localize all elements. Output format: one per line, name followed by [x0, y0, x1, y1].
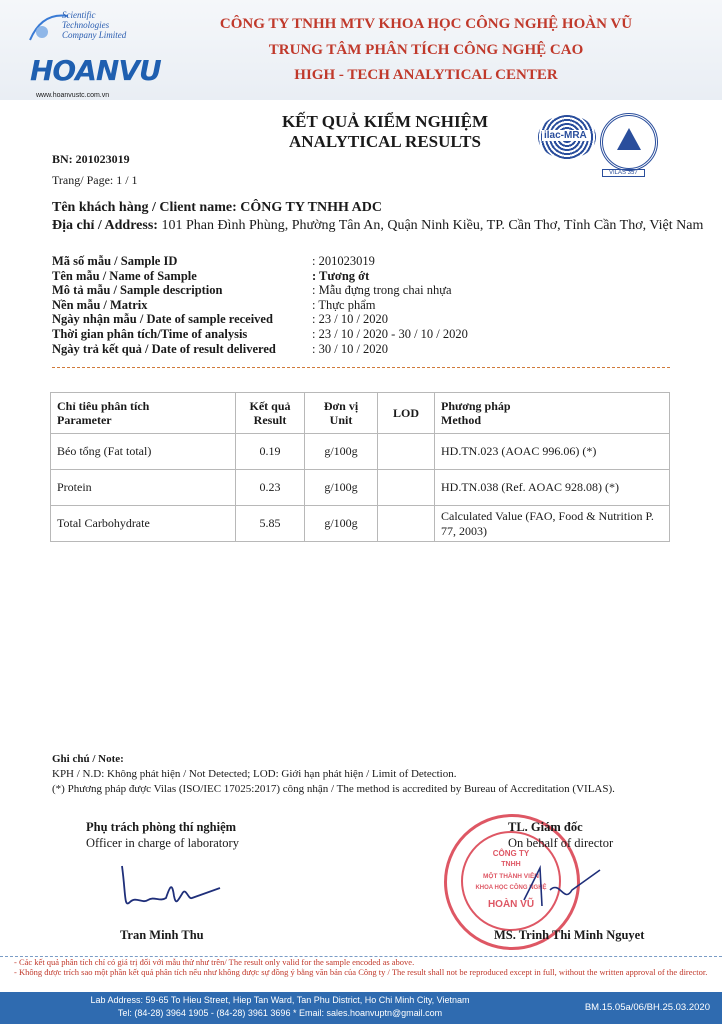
sample-label: Tên mẫu / Name of Sample: [52, 268, 197, 283]
sample-row: [52, 269, 468, 284]
cell-unit: g/100g: [305, 506, 378, 542]
cell-method: HD.TN.038 (Ref. AOAC 928.08) (*): [435, 470, 670, 506]
sample-label: Ngày trả kết quả / Date of result delivered: [52, 341, 276, 356]
cell-parameter: Béo tổng (Fat total): [51, 434, 236, 470]
signer-subtitle: Officer in charge of laboratory: [86, 836, 239, 850]
signer-name-left: Tran Minh Thu: [120, 928, 204, 942]
company-logo: [22, 10, 161, 99]
cell-lod: [378, 506, 435, 542]
signature-left-icon: [116, 856, 226, 916]
signer-title: Phụ trách phòng thí nghiệm: [86, 820, 237, 834]
table-row: [51, 434, 670, 470]
table-row: [51, 470, 670, 506]
ilac-mra-icon: [538, 115, 596, 159]
sample-info: [52, 254, 468, 356]
signature-right-icon: [520, 860, 610, 920]
footer-bar: [0, 992, 722, 1024]
client-name: [52, 200, 382, 216]
cell-parameter: Total Carbohydrate: [51, 506, 236, 542]
logo-website: www.hoanvustc.com.vn: [36, 92, 110, 99]
sample-label: Thời gian phân tích/Time of analysis: [52, 326, 248, 341]
seal-line: KHOA HỌC CÔNG NGHỆ: [475, 885, 547, 891]
cell-unit: g/100g: [305, 434, 378, 470]
cell-result: 0.19: [236, 434, 305, 470]
cell-parameter: Protein: [51, 470, 236, 506]
sample-label: Ngày nhận mẫu / Date of sample received: [52, 312, 273, 327]
notes-title: Ghi chú / Note:: [52, 753, 124, 765]
batch-number: BN: 201023019: [52, 152, 130, 166]
footer-notes: [14, 957, 714, 977]
seal-line: TNHH: [501, 861, 521, 868]
section-divider: [52, 367, 670, 368]
note-line: KPH / N.D: Không phát hiện / Not Detected; LOD: Giới hạn phát hiện / Limit of Detection.: [52, 768, 457, 780]
cell-lod: [378, 470, 435, 506]
client-value: CÔNG TY TNHH ADC: [236, 200, 382, 215]
page-number: Trang/ Page: 1 / 1: [52, 173, 138, 187]
results-table: [50, 392, 670, 542]
sample-label: Nền mẫu / Matrix: [52, 297, 148, 312]
header-parameter: Chỉ tiêu phân tích Parameter: [51, 393, 236, 434]
header-unit: Đơn vị Unit: [305, 393, 378, 434]
table-row: [51, 506, 670, 542]
sample-row: [52, 312, 468, 327]
center-name-vi: TRUNG TÂM PHÂN TÍCH CÔNG NGHỆ CAO: [268, 42, 584, 58]
cell-lod: [378, 434, 435, 470]
sample-value: : 30 / 10 / 2020: [312, 341, 389, 356]
address-value: 101 Phan Đình Phùng, Phường Tân An, Quận Ninh Kiều, TP. Cần Thơ, Tỉnh Cần Thơ, Việt Nam: [157, 218, 704, 233]
address-label: Địa chỉ / Address:: [52, 218, 158, 233]
header-result: Kết quả Result: [236, 393, 305, 434]
client-label: Tên khách hàng / Client name:: [52, 200, 237, 215]
cell-result: 5.85: [236, 506, 305, 542]
form-code: BM.15.05a/06/BH.25.03.2020: [584, 1002, 710, 1013]
bureau-of-accreditation-icon: [600, 113, 658, 171]
sample-value: : 23 / 10 / 2020 - 30 / 10 / 2020: [312, 326, 468, 341]
title-en: ANALYTICAL RESULTS: [289, 132, 481, 151]
company-name-line: CÔNG TY TNHH MTV KHOA HỌC CÔNG NGHỆ HOÀN VŨ: [219, 16, 633, 32]
sample-value: : Mẫu đựng trong chai nhựa: [312, 283, 452, 298]
sample-row: [52, 327, 468, 342]
center-name-en: HIGH - TECH ANALYTICAL CENTER: [294, 67, 558, 83]
sample-value: : 201023019: [312, 254, 375, 268]
lab-address: Lab Address: 59-65 To Hieu Street, Hiep Tan Ward, Tan Phu District, Ho Chi Minh City, Vietnam: [90, 995, 470, 1005]
ilac-label: ilac-MRA: [544, 130, 587, 141]
header-method: Phương pháp Method: [435, 393, 670, 434]
sample-row: [52, 283, 468, 298]
sample-label: Mô tả mẫu / Sample description: [52, 283, 223, 298]
letterhead: [0, 0, 722, 100]
logo-tagline: Scientific Technologies Company Limited: [62, 10, 127, 40]
cell-result: 0.23: [236, 470, 305, 506]
accreditation-triangle-icon: [617, 128, 641, 150]
header-lod: LOD: [378, 393, 435, 434]
client-address: [52, 218, 703, 234]
seal-line: HOÀN VŨ: [487, 899, 535, 910]
seal-line: CÔNG TY: [492, 849, 530, 858]
signature-block-left: [86, 819, 239, 851]
signer-title: TL. Giám đốc: [508, 820, 583, 834]
signer-subtitle: On behalf of director: [508, 836, 614, 850]
notes-section: [52, 752, 615, 797]
logo-brand: HOANVU: [30, 54, 161, 87]
vilas-label: VILAS 357: [602, 169, 645, 177]
document-title: [230, 112, 540, 152]
sample-row: [52, 342, 468, 357]
title-vi: KẾT QUẢ KIỂM NGHIỆM: [281, 112, 489, 131]
seal-line: MỘT THÀNH VIÊN: [483, 873, 539, 880]
sample-value: : 23 / 10 / 2020: [312, 312, 389, 327]
cell-method: Calculated Value (FAO, Food & Nutrition P. 77, 2003): [435, 506, 670, 542]
cell-unit: g/100g: [305, 470, 378, 506]
table-header-row: [51, 393, 670, 434]
footer-note: - Các kết quả phân tích chỉ có giá trị đối với mẫu thử như trên/ The result only valid for the sample encoded as above.: [14, 957, 415, 967]
sample-value: : Thực phẩm: [312, 297, 376, 312]
sample-value: : Tương ớt: [312, 268, 370, 283]
cell-method: HD.TN.023 (AOAC 996.06) (*): [435, 434, 670, 470]
sample-row: [52, 298, 468, 313]
lab-contact: Tel: (84-28) 3964 1905 - (84-28) 3961 3696 * Email: sales.hoanvuptn@gmail.com: [117, 1008, 443, 1018]
signature-block-right: [508, 819, 613, 851]
sample-row: [52, 254, 468, 269]
footer-note: - Không được trích sao một phần kết quả phân tích nếu như không được sự đồng ý bằng văn bản của Công ty / The result shall not be reproduced except in full, without the written approval of the director.: [14, 967, 708, 977]
signer-name-right: MS. Trinh Thi Minh Nguyet: [494, 928, 645, 942]
note-line: (*) Phương pháp được Vilas (ISO/IEC 17025:2017) công nhận / The method is accredited by Bureau of Accreditation (VILAS).: [52, 783, 615, 795]
accreditation-badges: [538, 113, 658, 175]
sample-label: Mã số mẫu / Sample ID: [52, 254, 178, 268]
